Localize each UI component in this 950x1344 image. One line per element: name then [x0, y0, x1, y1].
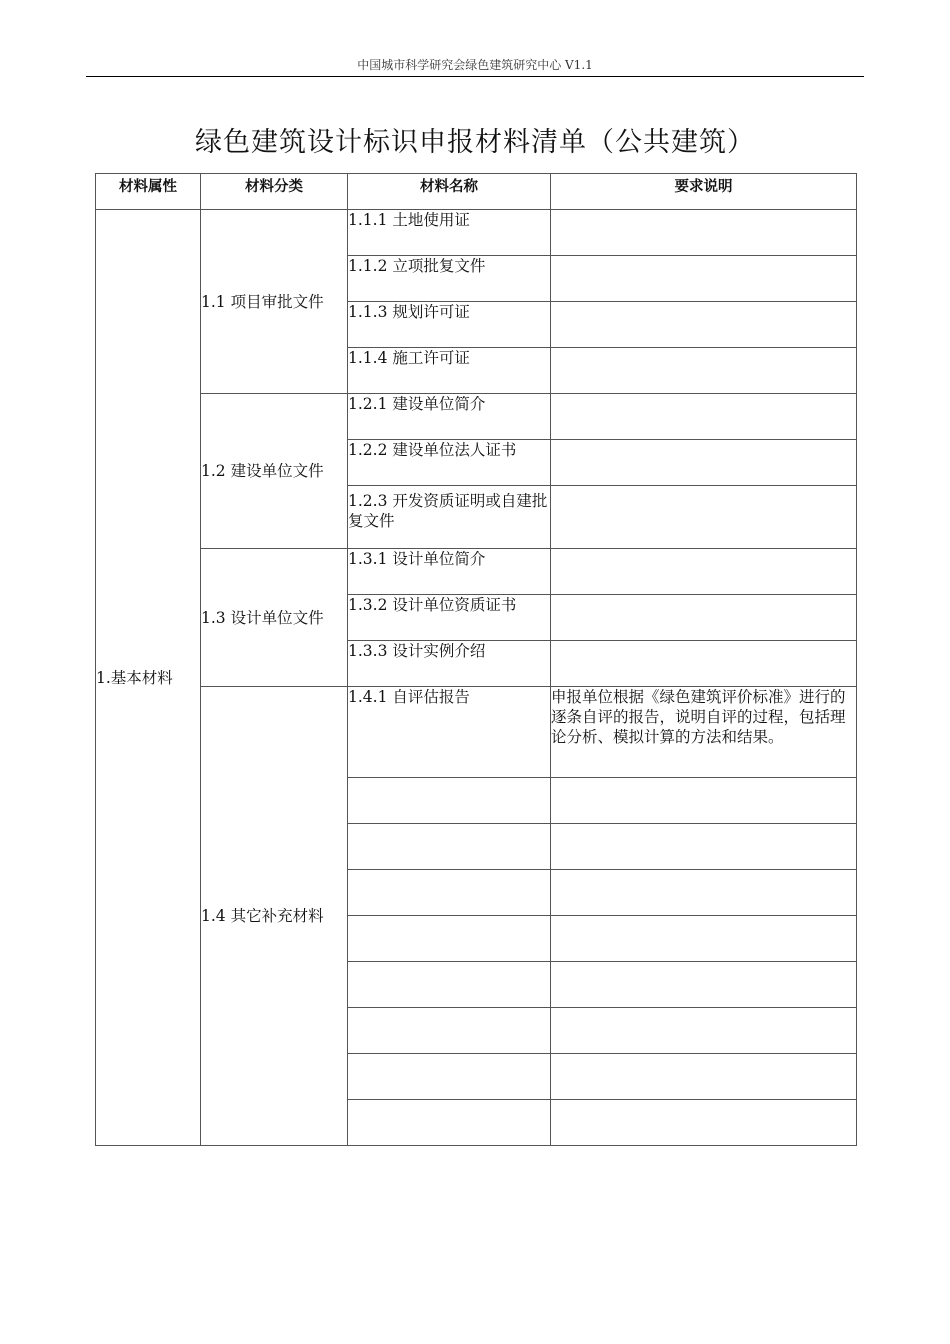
requirement-cell [551, 486, 857, 549]
material-name-cell [348, 1054, 551, 1100]
requirement-cell [551, 778, 857, 824]
table-row [96, 394, 857, 440]
material-name-cell [348, 1008, 551, 1054]
table-row [96, 549, 857, 595]
requirement-cell [551, 641, 857, 687]
page-header: 中国城市科学研究会绿色建筑研究中心 V1.1 [357, 58, 593, 72]
category-cell: 1.3 设计单位文件 [201, 549, 348, 687]
material-name-cell: 1.1.3 规划许可证 [348, 302, 551, 348]
requirement-cell [551, 394, 857, 440]
material-name-cell [348, 916, 551, 962]
attribute-cell: 1.基本材料 [96, 210, 201, 1146]
document-title: 绿色建筑设计标识申报材料清单（公共建筑） [195, 127, 755, 158]
material-name-cell [348, 824, 551, 870]
requirement-cell [551, 1054, 857, 1100]
material-name-cell: 1.4.1 自评估报告 [348, 687, 551, 778]
requirement-cell [551, 916, 857, 962]
column-header-name: 材料名称 [348, 174, 551, 210]
requirement-cell [551, 302, 857, 348]
column-header-attribute: 材料属性 [96, 174, 201, 210]
material-name-cell: 1.1.4 施工许可证 [348, 348, 551, 394]
material-name-cell: 1.2.3 开发资质证明或自建批复文件 [348, 486, 551, 549]
material-name-cell: 1.3.3 设计实例介绍 [348, 641, 551, 687]
material-name-cell: 1.3.2 设计单位资质证书 [348, 595, 551, 641]
category-cell: 1.2 建设单位文件 [201, 394, 348, 549]
material-name-cell [348, 1100, 551, 1146]
materials-table [95, 173, 857, 1146]
column-header-category: 材料分类 [201, 174, 348, 210]
material-name-cell: 1.3.1 设计单位简介 [348, 549, 551, 595]
material-name-cell: 1.1.2 立项批复文件 [348, 256, 551, 302]
requirement-cell [551, 870, 857, 916]
requirement-cell [551, 595, 857, 641]
requirement-cell [551, 1100, 857, 1146]
requirement-cell: 申报单位根据《绿色建筑评价标准》进行的逐条自评的报告，说明自评的过程，包括理论分析、模拟计算的方法和结果。 [551, 687, 857, 778]
requirement-cell [551, 210, 857, 256]
material-name-cell [348, 962, 551, 1008]
material-name-cell: 1.2.2 建设单位法人证书 [348, 440, 551, 486]
table-row [96, 687, 857, 778]
requirement-cell [551, 440, 857, 486]
header-divider [86, 76, 864, 77]
requirement-cell [551, 348, 857, 394]
category-cell: 1.4 其它补充材料 [201, 687, 348, 1146]
requirement-cell [551, 549, 857, 595]
material-name-cell [348, 870, 551, 916]
requirement-cell [551, 824, 857, 870]
requirement-cell [551, 962, 857, 1008]
material-name-cell [348, 778, 551, 824]
requirement-cell [551, 256, 857, 302]
material-name-cell: 1.2.1 建设单位简介 [348, 394, 551, 440]
table-header-row [96, 174, 857, 210]
material-name-cell: 1.1.1 土地使用证 [348, 210, 551, 256]
category-cell: 1.1 项目审批文件 [201, 210, 348, 394]
requirement-cell [551, 1008, 857, 1054]
column-header-requirement: 要求说明 [551, 174, 857, 210]
table-row [96, 210, 857, 256]
